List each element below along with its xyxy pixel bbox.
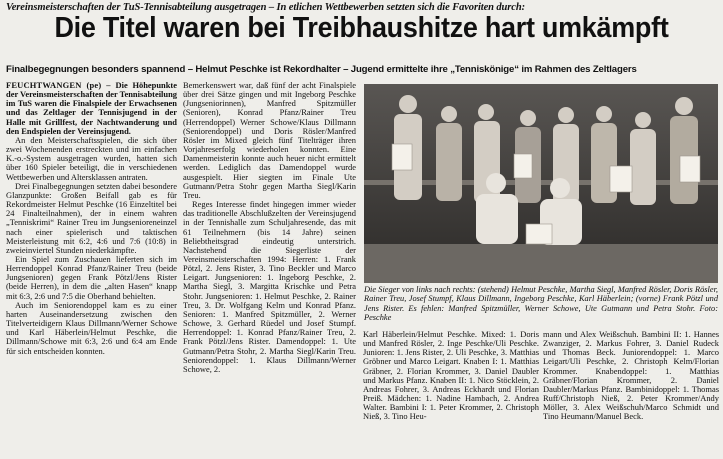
team-photo (364, 84, 718, 283)
paragraph: An den Meisterschaftsspielen, die sich über zwei Wochenenden erstreckten und im einfachen K.-o.-System ausgetragen wurden, hatten sich über 160 Spieler beteiligt, die in verschiedenen Wettbewerben und Altersklassen antraten. (6, 134, 177, 182)
text-column-2 (183, 81, 356, 455)
text-column-4 (543, 330, 719, 455)
paragraph: Karl Häberlein/Helmut Peschke. Mixed: 1. Doris und Manfred Rösler, 2. Inge Peschke/Uli Peschke. Junioren: 1. Jens Rister, 2. Uli Peschke, 3. Matthias Gröbner und Marco Leigart. Knaben I: 1. Matthias Gräbner, 2. Florian Krommer, 3. Daniel Daubler und Markus Pfanz. Knaben II: 1. Nico Stöcklein, 2. Andreas Fohrer, 3. Andreas Eckhardt und Florian Preiß. Mädchen: 1. Nadine Hambach, 2. Andrea Walter. Bambini I: 1. Peter Krommer, 2. Christoph Nieß, 3. Tino Heu- (363, 330, 539, 422)
paragraph: Reges Interesse findet hingegen immer wieder das traditionelle Abschlußzelten der Vereinsjugend in der Tennishalle zum Schuljahresende, das mit 61 Teilnehmern (bis 14 Jahre) seinen Beliebtheitsgrad eindeutig unterstrich. Nachstehend die Siegerliste der Vereinsmeisterschaften 1994: Herren: 1. Frank Pötzl, 2. Jens Rister, 3. Tino Beckler und Marco Leigart. Jungsenioren: 1. Ingeborg Peschke, 2. Martha Siegl, 3. Margitta Krischke und Petra Stohr. Jungsenioren: 1. Helmut Peschke, 2. Rainer Treu, 3. Dr. Wolfgang Kelm und Konrad Pfanz. Senioren: 1. Manfred Spitzmüller, 2. Werner Schowe, 3. Gerhard Rüedel und Josef Stumpf. Herrendoppel: 1. Konrad Pfanz/Rainer Treu, 2. Frank Pötzl/Jens Rister. Damendoppel: 1. Ute Gutmann/Petra Stohr, 2. Martha Siegl/Karin Treu. Seniorendoppel: 1. Klaus Dillmann/Werner Schowe, 2. (183, 199, 356, 374)
headline: Die Titel waren bei Treibhaushitze hart umkämpft (54, 12, 669, 44)
kicker-line: Vereinsmeisterschaften der TuS-Tennisabteilung ausgetragen – In etlichen Wettbewerben setzten sich die Favoriten durch: (6, 2, 525, 13)
lead-text: Die Höhepunkte der Vereinsmeisterschaften der Tennisabteilung im TuS waren die Finalspiele der Erwachsenen und das Zeltlager der Tennisjugend in der Halle mit Grillfest, der Nachtwanderung und den Endspielen der Vereinsjugend. (6, 81, 177, 136)
paragraph: mann und Alex Weißschuh. Bambini II: 1. Hannes Zwanziger, 2. Markus Fohrer, 3. Daniel Rudeck und Thomas Beck. Juniorendoppel: 1. Marco Leigart/Uli Peschke, 2. Christoph Kelm/Florian Krommer. Knabendoppel: 1. Matthias Gräbner/Florian Krommer, 2. Daniel Daubler/Markus Pfanz. Bambinidoppel: 1. Thomas Ruff/Christoph Nieß, 2. Peter Krommer/Andy Möller, 3. Alex Weißschuh/Marco Schmidt und Tino Heumann/Manuel Beck. (543, 330, 719, 422)
team-photo-image (364, 84, 718, 283)
paragraph: Ein Spiel zum Zuschauen lieferten sich im Herrendoppel Konrad Pfanz/Rainer Treu (beide Jungsenioren) gegen Frank Pötzl/Jens Rister (beide Herren), in dem die „alten Hasen“ knapp mit 6:3, 2:6 und 7:5 die Oberhand behielten. (6, 253, 177, 301)
paragraph: Auch im Seniorendoppel kam es zu einer harten Auseinandersetzung zwischen den Titelverteidigern Klaus Dillmann/Werner Schowe und Karl Häberlein/Helmut Peschke, die Dillmann/Schowe mit 6:3, 2:6 und 6:4 am Ende für sich entscheiden konnten. (6, 299, 177, 356)
lead-paragraph (6, 81, 177, 136)
paragraph: Bemerkenswert war, daß fünf der acht Finalspiele über drei Sätze gingen und mit Ingeborg Peschke (Jungseniorinnen), Manfred Spitzmüller (Senioren), Konrad Pfanz/Rainer Treu (Herrendoppel) Werner Schowe/Klaus Dillmann (Seniorendoppel) und Doris Rösler/Manfred Rösler im Mixed gleich fünf Titelträger ihren Vorjahreserfolg wiederholen konnten. Eine Damenmeisterin konnte auch heuer nicht ermittelt werden. Lediglich das Damendoppel wurde ausgespielt. Hier siegten im Finale Ute Gutmann/Petra Stohr gegen Martha Siegl/Karin Treu. (183, 81, 356, 200)
text-column-1 (6, 81, 177, 455)
subheadline: Finalbegegnungen besonders spannend – Helmut Peschke ist Rekordhalter – Jugend ermittelte ihre „Tenniskönige“ im Rahmen des Zeltlagers (6, 64, 637, 75)
text-column-3 (363, 330, 539, 455)
photo-caption: Die Sieger von links nach rechts: (stehend) Helmut Peschke, Martha Siegl, Manfred Rösler, Doris Rösler, Rainer Treu, Josef Stumpf, Klaus Dillmann, Ingeborg Peschke, Karl Häberlein; (vorne) Frank Pötzl und Jens Rister. Es fehlen: Manfred Spitzmüller, Werner Schowe, Ute Gutmann und Petra Stohr. Foto: Peschke (364, 285, 718, 323)
paragraph: Drei Finalbegegnungen setzten dabei besondere Glanzpunkte: Großen Beifall gab es für Rekordmeister Helmut Peschke (16 Einzeltitel bei 24 Finalteilnahmen), der in einem wahren „Tenniskrimi“ Rainer Treu im Jungsenioreneinzel nach einer spielerisch und taktischen Meisterleistung mit 6:2, 4:6 und 7:6 (10:8) in zweieinviertel Stunden niederkämpfte. (6, 180, 177, 255)
dateline: FEUCHTWANGEN (pe) – (6, 81, 111, 90)
